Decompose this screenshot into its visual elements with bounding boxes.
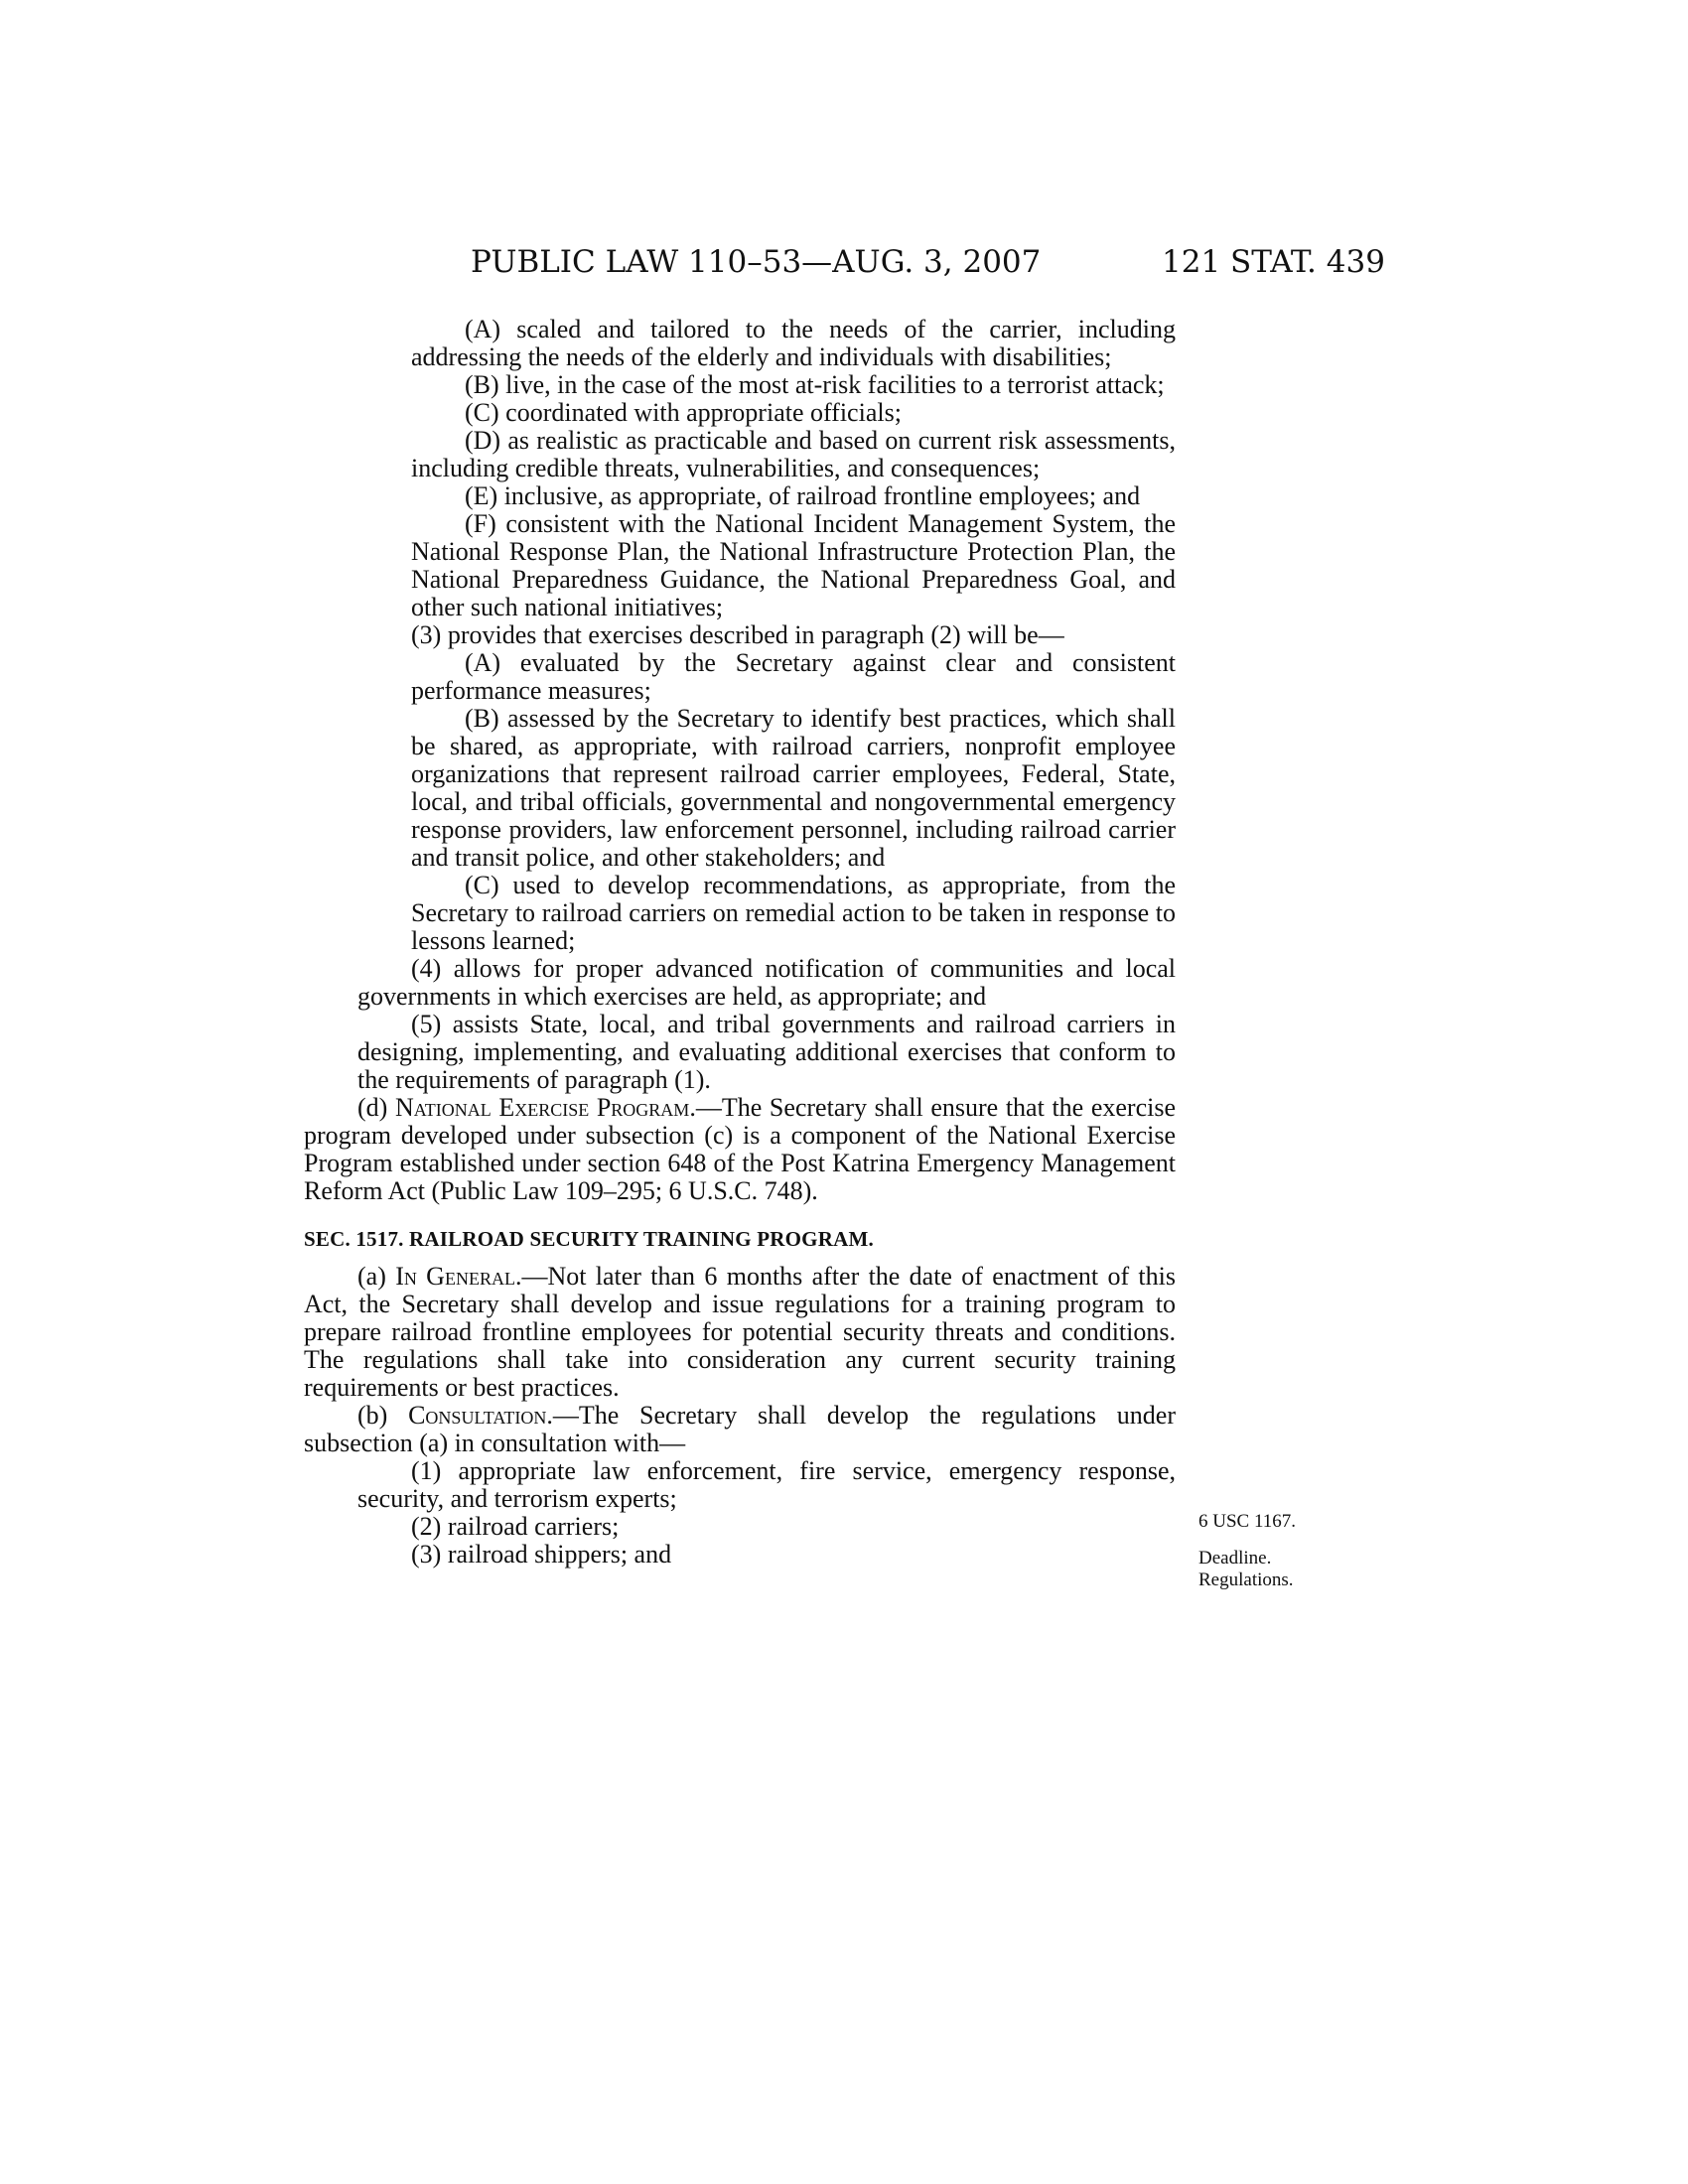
- subsection-b-heading: Consultation: [408, 1401, 547, 1430]
- subsection-b-text: .—The Secretary shall develop the regulations under subsection (a) in consultation with—: [304, 1401, 1176, 1457]
- section-heading: SEC. 1517. RAILROAD SECURITY TRAINING PROGRAM.: [304, 1227, 874, 1251]
- subsection-b: [304, 1402, 1176, 1457]
- paragraph-2E: (E) inclusive, as appropriate, of railroad frontline employees; and: [465, 481, 1141, 510]
- subsection-b-label: (b): [357, 1401, 409, 1430]
- statute-body: [304, 316, 1176, 1569]
- subsection-d-text: .—The Secretary shall ensure that the exercise program developed under subsection (c) is a component of the National Exercise Program established under section 648 of the Post Katrina Emergency Management Reform Act (Public Law 109–295; 6 U.S.C. 748).: [304, 1093, 1176, 1205]
- paragraph-2C: (C) coordinated with appropriate officials;: [465, 398, 902, 427]
- paragraph-2A: (A) scaled and tailored to the needs of the carrier, including addressing the needs of the elderly and individuals with disabilities;: [411, 315, 1176, 371]
- subsection-d: [304, 1094, 1176, 1205]
- margin-note-usc-citation: 6 USC 1167.: [1198, 1511, 1297, 1532]
- margin-note-deadline-regulations: [1198, 1548, 1294, 1591]
- paragraph-b1: (1) appropriate law enforcement, fire service, emergency response, security, and terrorism experts;: [357, 1456, 1176, 1513]
- paragraph-3A: (A) evaluated by the Secretary against clear and consistent performance measures;: [411, 648, 1176, 705]
- paragraph-b2: (2) railroad carriers;: [411, 1512, 620, 1541]
- subsection-a-heading: In General: [395, 1262, 515, 1291]
- paragraph-2F: (F) consistent with the National Incident Management System, the National Response Plan, the National Infrastructure Protection Plan, the National Preparedness Guidance, the National Preparedness Goal, and other such national initiatives;: [411, 509, 1176, 621]
- paragraph-2D: (D) as realistic as practicable and based on current risk assessments, including credible threats, vulnerabilities, and consequences;: [411, 426, 1176, 482]
- subsection-d-heading: National Exercise Program: [394, 1093, 690, 1122]
- subsection-d-label: (d): [357, 1093, 395, 1122]
- running-header-title: PUBLIC LAW 110–53—AUG. 3, 2007: [471, 244, 1042, 280]
- paragraph-5: (5) assists State, local, and tribal governments and railroad carriers in designing, implementing, and evaluating additional exercises that conform to the requirements of paragraph (1).: [357, 1010, 1176, 1094]
- paragraph-3: (3) provides that exercises described in paragraph (2) will be—: [411, 620, 1064, 649]
- margin-note-deadline: Deadline.: [1198, 1548, 1272, 1569]
- subsection-a: [304, 1263, 1176, 1402]
- paragraph-2B: (B) live, in the case of the most at-risk facilities to a terrorist attack;: [465, 370, 1165, 399]
- paragraph-b3: (3) railroad shippers; and: [411, 1540, 672, 1569]
- subsection-a-label: (a): [357, 1262, 396, 1291]
- subsection-a-text: .—Not later than 6 months after the date of enactment of this Act, the Secretary shall develop and issue regulations for a training program to prepare railroad frontline employees for potential security threats and conditions. The regulations shall take into consideration any current security training requirements or best practices.: [304, 1262, 1176, 1402]
- paragraph-3C: (C) used to develop recommendations, as appropriate, from the Secretary to railroad carriers on remedial action to be taken in response to lessons learned;: [411, 871, 1176, 955]
- margin-note-regulations: Regulations.: [1198, 1570, 1294, 1590]
- running-header-stat-page: 121 STAT. 439: [1162, 244, 1385, 280]
- paragraph-3B: (B) assessed by the Secretary to identify best practices, which shall be shared, as appropriate, with railroad carriers, nonprofit employee organizations that represent railroad carrier employees, Federal, State, local, and tribal officials, governmental and nongovernmental emergency response providers, law enforcement personnel, including railroad carrier and transit police, and other stakeholders; and: [411, 704, 1176, 872]
- paragraph-4: (4) allows for proper advanced notification of communities and local governments in which exercises are held, as appropriate; and: [357, 954, 1176, 1011]
